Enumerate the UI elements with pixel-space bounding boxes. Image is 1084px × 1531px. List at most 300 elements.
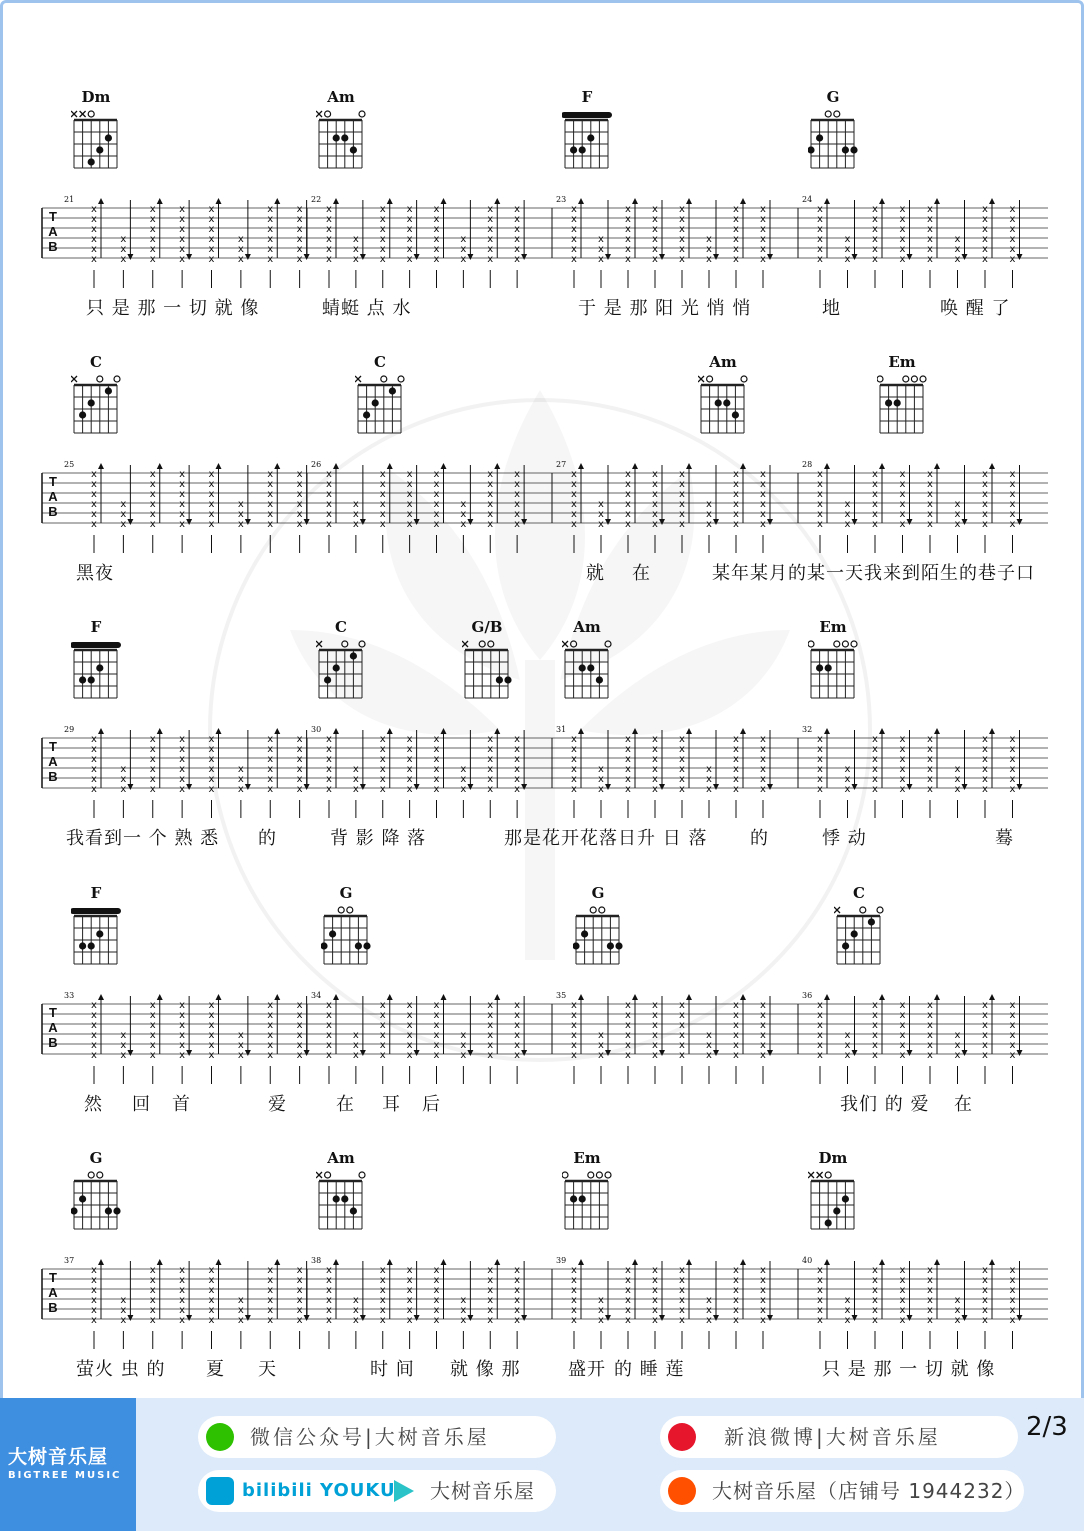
weibo-icon bbox=[668, 1423, 696, 1451]
svg-text:x: x bbox=[982, 1315, 988, 1326]
svg-text:x: x bbox=[179, 479, 186, 490]
svg-text:x: x bbox=[433, 469, 440, 480]
svg-text:x: x bbox=[844, 1295, 851, 1306]
svg-text:x: x bbox=[982, 754, 988, 765]
svg-text:x: x bbox=[982, 1275, 988, 1286]
taobao-link[interactable] bbox=[660, 1470, 1024, 1512]
svg-text:x: x bbox=[817, 1305, 823, 1316]
svg-text:x: x bbox=[844, 1040, 851, 1051]
svg-text:x: x bbox=[899, 519, 906, 530]
svg-text:x: x bbox=[679, 499, 685, 510]
svg-text:x: x bbox=[296, 254, 303, 265]
svg-text:x: x bbox=[679, 1030, 685, 1041]
svg-text:x: x bbox=[149, 1265, 156, 1276]
svg-text:x: x bbox=[149, 1050, 156, 1061]
svg-text:x: x bbox=[625, 1285, 631, 1296]
svg-text:A: A bbox=[48, 1285, 58, 1300]
svg-text:x: x bbox=[733, 204, 739, 215]
svg-text:x: x bbox=[149, 489, 156, 500]
svg-text:x: x bbox=[872, 1010, 878, 1021]
svg-text:x: x bbox=[433, 754, 440, 765]
svg-text:x: x bbox=[208, 244, 215, 255]
svg-text:x: x bbox=[760, 774, 766, 785]
svg-text:x: x bbox=[927, 234, 933, 245]
svg-text:x: x bbox=[460, 499, 467, 510]
svg-text:x: x bbox=[760, 519, 766, 530]
svg-text:x: x bbox=[1009, 784, 1016, 795]
svg-text:x: x bbox=[120, 254, 127, 265]
chord-name: Am bbox=[709, 353, 737, 371]
svg-text:x: x bbox=[179, 764, 186, 775]
svg-text:x: x bbox=[179, 1285, 186, 1296]
svg-text:x: x bbox=[379, 1305, 386, 1316]
svg-text:x: x bbox=[982, 1000, 988, 1011]
weibo-link[interactable] bbox=[660, 1416, 1018, 1458]
svg-text:x: x bbox=[433, 764, 440, 775]
svg-text:x: x bbox=[760, 1000, 766, 1011]
lyric-segment: 首 bbox=[172, 1094, 191, 1115]
svg-text:x: x bbox=[208, 509, 215, 520]
svg-text:x: x bbox=[326, 744, 332, 755]
svg-text:x: x bbox=[679, 224, 685, 235]
svg-text:x: x bbox=[571, 1040, 577, 1051]
svg-text:T: T bbox=[49, 1005, 57, 1020]
svg-text:x: x bbox=[514, 1000, 521, 1011]
svg-text:x: x bbox=[487, 489, 494, 500]
svg-text:x: x bbox=[267, 479, 274, 490]
svg-text:x: x bbox=[1009, 1020, 1016, 1031]
video-link[interactable] bbox=[198, 1470, 556, 1512]
svg-text:x: x bbox=[352, 499, 359, 510]
svg-text:x: x bbox=[571, 469, 577, 480]
svg-text:x: x bbox=[433, 509, 440, 520]
svg-text:x: x bbox=[296, 1010, 303, 1021]
svg-text:x: x bbox=[179, 1265, 186, 1276]
svg-text:x: x bbox=[872, 214, 878, 225]
svg-text:x: x bbox=[927, 244, 933, 255]
svg-text:x: x bbox=[267, 754, 274, 765]
chord-grid bbox=[71, 371, 121, 439]
tab-staff bbox=[0, 698, 1084, 818]
svg-text:x: x bbox=[872, 1295, 878, 1306]
svg-text:x: x bbox=[433, 1010, 440, 1021]
svg-text:x: x bbox=[927, 489, 933, 500]
svg-text:x: x bbox=[1009, 1030, 1016, 1041]
svg-text:x: x bbox=[237, 499, 244, 510]
svg-text:x: x bbox=[352, 1050, 359, 1061]
svg-text:x: x bbox=[598, 1040, 604, 1051]
svg-text:x: x bbox=[652, 1305, 658, 1316]
svg-text:x: x bbox=[625, 519, 631, 530]
lyric-segment: 地 bbox=[822, 298, 841, 319]
svg-text:34: 34 bbox=[311, 991, 322, 1000]
svg-text:x: x bbox=[487, 499, 494, 510]
svg-text:x: x bbox=[296, 499, 303, 510]
svg-text:x: x bbox=[817, 744, 823, 755]
svg-text:x: x bbox=[899, 254, 906, 265]
svg-text:x: x bbox=[208, 774, 215, 785]
svg-text:x: x bbox=[149, 734, 156, 745]
lyrics-line bbox=[40, 824, 1054, 848]
chord-diagram bbox=[457, 618, 517, 704]
lyrics-line bbox=[40, 559, 1054, 583]
svg-text:x: x bbox=[237, 244, 244, 255]
svg-text:x: x bbox=[927, 784, 933, 795]
svg-text:x: x bbox=[149, 234, 156, 245]
svg-text:x: x bbox=[267, 1040, 274, 1051]
svg-text:x: x bbox=[571, 1050, 577, 1061]
svg-text:A: A bbox=[48, 224, 58, 239]
svg-text:x: x bbox=[982, 519, 988, 530]
svg-text:x: x bbox=[817, 204, 823, 215]
svg-text:x: x bbox=[433, 1275, 440, 1286]
svg-text:x: x bbox=[208, 234, 215, 245]
svg-text:32: 32 bbox=[802, 725, 813, 734]
svg-text:x: x bbox=[760, 1315, 766, 1326]
svg-text:x: x bbox=[149, 1020, 156, 1031]
svg-text:x: x bbox=[514, 1295, 521, 1306]
svg-text:x: x bbox=[296, 1030, 303, 1041]
svg-text:x: x bbox=[352, 244, 359, 255]
svg-text:x: x bbox=[927, 774, 933, 785]
svg-text:x: x bbox=[326, 469, 332, 480]
svg-text:x: x bbox=[326, 499, 332, 510]
svg-text:x: x bbox=[817, 1030, 823, 1041]
svg-text:x: x bbox=[625, 254, 631, 265]
svg-text:x: x bbox=[1009, 489, 1016, 500]
svg-text:x: x bbox=[91, 1315, 97, 1326]
svg-text:x: x bbox=[406, 1275, 413, 1286]
svg-text:x: x bbox=[237, 254, 244, 265]
svg-text:x: x bbox=[352, 774, 359, 785]
svg-text:x: x bbox=[625, 469, 631, 480]
svg-text:A: A bbox=[48, 1020, 58, 1035]
svg-text:x: x bbox=[179, 519, 186, 530]
svg-text:30: 30 bbox=[311, 725, 322, 734]
svg-text:x: x bbox=[652, 469, 658, 480]
svg-text:x: x bbox=[433, 244, 440, 255]
svg-text:x: x bbox=[326, 1285, 332, 1296]
svg-text:x: x bbox=[733, 1000, 739, 1011]
svg-text:x: x bbox=[514, 774, 521, 785]
svg-text:x: x bbox=[433, 1020, 440, 1031]
svg-text:x: x bbox=[571, 1275, 577, 1286]
svg-text:x: x bbox=[208, 1315, 215, 1326]
svg-text:26: 26 bbox=[311, 460, 322, 469]
svg-text:x: x bbox=[487, 1050, 494, 1061]
svg-text:x: x bbox=[326, 1000, 332, 1011]
svg-text:x: x bbox=[91, 509, 97, 520]
svg-text:x: x bbox=[487, 214, 494, 225]
svg-text:x: x bbox=[406, 774, 413, 785]
svg-text:x: x bbox=[267, 1285, 274, 1296]
svg-text:x: x bbox=[91, 489, 97, 500]
svg-text:x: x bbox=[379, 1040, 386, 1051]
svg-text:x: x bbox=[760, 509, 766, 520]
svg-text:x: x bbox=[954, 1305, 961, 1316]
lyric-segment: 然 bbox=[84, 1094, 103, 1115]
svg-text:x: x bbox=[652, 499, 658, 510]
svg-text:x: x bbox=[733, 1010, 739, 1021]
svg-text:x: x bbox=[460, 1040, 467, 1051]
svg-text:x: x bbox=[872, 754, 878, 765]
svg-text:x: x bbox=[817, 734, 823, 745]
svg-text:x: x bbox=[120, 784, 127, 795]
svg-text:x: x bbox=[706, 244, 712, 255]
svg-text:x: x bbox=[1009, 509, 1016, 520]
svg-text:x: x bbox=[899, 1265, 906, 1276]
svg-text:x: x bbox=[571, 224, 577, 235]
svg-text:x: x bbox=[296, 214, 303, 225]
svg-text:x: x bbox=[625, 489, 631, 500]
svg-text:x: x bbox=[406, 1000, 413, 1011]
svg-text:x: x bbox=[208, 489, 215, 500]
svg-text:x: x bbox=[296, 1050, 303, 1061]
svg-text:x: x bbox=[406, 224, 413, 235]
svg-text:x: x bbox=[379, 784, 386, 795]
svg-text:x: x bbox=[514, 764, 521, 775]
video-logos: bilibili YOUKU bbox=[242, 1480, 396, 1501]
svg-text:x: x bbox=[460, 1315, 467, 1326]
tab-staff bbox=[0, 964, 1084, 1084]
chord-grid bbox=[321, 902, 371, 970]
svg-text:x: x bbox=[706, 1305, 712, 1316]
svg-text:x: x bbox=[267, 469, 274, 480]
svg-text:x: x bbox=[326, 1275, 332, 1286]
svg-text:x: x bbox=[379, 214, 386, 225]
svg-text:x: x bbox=[844, 499, 851, 510]
svg-text:x: x bbox=[625, 1295, 631, 1306]
svg-text:x: x bbox=[625, 754, 631, 765]
svg-text:x: x bbox=[208, 744, 215, 755]
svg-text:x: x bbox=[679, 1000, 685, 1011]
svg-text:x: x bbox=[817, 254, 823, 265]
svg-text:x: x bbox=[625, 224, 631, 235]
svg-text:x: x bbox=[598, 519, 604, 530]
svg-text:x: x bbox=[91, 254, 97, 265]
svg-text:x: x bbox=[433, 254, 440, 265]
chord-grid bbox=[698, 371, 748, 439]
svg-text:x: x bbox=[625, 1315, 631, 1326]
svg-text:x: x bbox=[652, 774, 658, 785]
svg-text:x: x bbox=[817, 754, 823, 765]
svg-text:x: x bbox=[352, 1305, 359, 1316]
svg-text:x: x bbox=[379, 1265, 386, 1276]
svg-text:x: x bbox=[149, 744, 156, 755]
svg-text:x: x bbox=[733, 764, 739, 775]
svg-text:x: x bbox=[899, 1010, 906, 1021]
svg-text:x: x bbox=[379, 1295, 386, 1306]
svg-text:x: x bbox=[817, 1020, 823, 1031]
chord-name: G bbox=[591, 884, 605, 902]
svg-text:x: x bbox=[237, 1315, 244, 1326]
svg-text:x: x bbox=[1009, 774, 1016, 785]
svg-text:x: x bbox=[149, 1275, 156, 1286]
svg-text:x: x bbox=[326, 214, 332, 225]
svg-text:x: x bbox=[1009, 1040, 1016, 1051]
svg-text:x: x bbox=[267, 1275, 274, 1286]
svg-text:x: x bbox=[598, 509, 604, 520]
chord-diagram bbox=[66, 884, 126, 970]
svg-text:x: x bbox=[760, 764, 766, 775]
svg-text:x: x bbox=[706, 1050, 712, 1061]
svg-text:x: x bbox=[927, 1285, 933, 1296]
svg-text:x: x bbox=[899, 214, 906, 225]
svg-text:x: x bbox=[954, 234, 961, 245]
svg-text:x: x bbox=[954, 1050, 961, 1061]
svg-text:x: x bbox=[267, 1295, 274, 1306]
svg-text:x: x bbox=[872, 224, 878, 235]
svg-text:x: x bbox=[208, 1010, 215, 1021]
svg-text:x: x bbox=[460, 509, 467, 520]
svg-text:x: x bbox=[379, 204, 386, 215]
svg-text:x: x bbox=[1009, 1305, 1016, 1316]
svg-text:x: x bbox=[326, 1305, 332, 1316]
svg-text:x: x bbox=[296, 1000, 303, 1011]
svg-text:x: x bbox=[899, 734, 906, 745]
svg-text:x: x bbox=[296, 1020, 303, 1031]
svg-text:x: x bbox=[733, 1285, 739, 1296]
svg-text:x: x bbox=[571, 254, 577, 265]
svg-text:x: x bbox=[927, 469, 933, 480]
chord-diagram bbox=[557, 1149, 617, 1235]
chord-diagram bbox=[311, 1149, 371, 1235]
svg-text:x: x bbox=[179, 1275, 186, 1286]
svg-text:x: x bbox=[433, 214, 440, 225]
svg-text:x: x bbox=[326, 1265, 332, 1276]
chord-diagram bbox=[311, 618, 371, 704]
svg-text:x: x bbox=[899, 224, 906, 235]
brand-en: BIGTREE MUSIC bbox=[8, 1470, 122, 1481]
svg-text:x: x bbox=[598, 1305, 604, 1316]
svg-text:x: x bbox=[652, 1010, 658, 1021]
chord-diagram bbox=[803, 618, 863, 704]
svg-text:x: x bbox=[237, 1040, 244, 1051]
svg-text:x: x bbox=[625, 1050, 631, 1061]
svg-text:x: x bbox=[326, 1315, 332, 1326]
svg-text:x: x bbox=[514, 1275, 521, 1286]
svg-text:x: x bbox=[179, 1040, 186, 1051]
svg-text:x: x bbox=[120, 1305, 127, 1316]
svg-text:x: x bbox=[571, 1000, 577, 1011]
svg-text:x: x bbox=[760, 734, 766, 745]
svg-text:x: x bbox=[982, 744, 988, 755]
svg-text:x: x bbox=[296, 1285, 303, 1296]
svg-text:x: x bbox=[872, 764, 878, 775]
svg-text:x: x bbox=[91, 224, 97, 235]
svg-text:x: x bbox=[733, 774, 739, 785]
svg-text:39: 39 bbox=[556, 1256, 567, 1265]
lyric-segment: 某年某月的某一天我来到陌生的巷子口 bbox=[712, 563, 1035, 584]
svg-text:x: x bbox=[598, 1030, 604, 1041]
svg-text:B: B bbox=[48, 769, 58, 784]
svg-text:x: x bbox=[208, 764, 215, 775]
svg-text:x: x bbox=[733, 244, 739, 255]
svg-text:x: x bbox=[326, 244, 332, 255]
svg-text:x: x bbox=[899, 754, 906, 765]
svg-text:x: x bbox=[679, 774, 685, 785]
svg-text:x: x bbox=[120, 519, 127, 530]
svg-text:B: B bbox=[48, 239, 58, 254]
svg-text:x: x bbox=[326, 784, 332, 795]
svg-text:22: 22 bbox=[311, 195, 322, 204]
svg-text:x: x bbox=[237, 1295, 244, 1306]
wechat-text: 微信公众号|大树音乐屋 bbox=[250, 1425, 490, 1449]
svg-text:x: x bbox=[652, 764, 658, 775]
svg-text:x: x bbox=[872, 1040, 878, 1051]
chord-name: F bbox=[90, 618, 102, 636]
svg-text:x: x bbox=[982, 244, 988, 255]
svg-text:x: x bbox=[179, 509, 186, 520]
svg-text:x: x bbox=[927, 1020, 933, 1031]
svg-text:x: x bbox=[733, 784, 739, 795]
svg-text:x: x bbox=[296, 234, 303, 245]
chord-grid bbox=[462, 636, 512, 704]
svg-text:x: x bbox=[237, 234, 244, 245]
svg-text:x: x bbox=[733, 734, 739, 745]
svg-text:x: x bbox=[760, 234, 766, 245]
svg-text:29: 29 bbox=[64, 725, 75, 734]
chord-diagram bbox=[803, 88, 863, 174]
svg-text:x: x bbox=[379, 499, 386, 510]
svg-text:x: x bbox=[487, 244, 494, 255]
video-text: 大树音乐屋 bbox=[430, 1479, 535, 1503]
svg-text:x: x bbox=[598, 1050, 604, 1061]
chord-name: F bbox=[581, 88, 593, 106]
svg-text:x: x bbox=[487, 1040, 494, 1051]
svg-text:x: x bbox=[899, 489, 906, 500]
lyric-segment: 时 间 bbox=[370, 1359, 415, 1380]
chord-name: G bbox=[89, 1149, 103, 1167]
svg-text:x: x bbox=[487, 784, 494, 795]
svg-text:x: x bbox=[625, 1275, 631, 1286]
svg-text:x: x bbox=[514, 1020, 521, 1031]
svg-text:x: x bbox=[267, 234, 274, 245]
svg-text:x: x bbox=[406, 499, 413, 510]
svg-text:x: x bbox=[514, 469, 521, 480]
svg-text:x: x bbox=[679, 519, 685, 530]
svg-text:x: x bbox=[927, 1050, 933, 1061]
svg-text:x: x bbox=[406, 234, 413, 245]
svg-text:x: x bbox=[120, 1040, 127, 1051]
svg-text:x: x bbox=[571, 244, 577, 255]
svg-text:x: x bbox=[406, 1265, 413, 1276]
chord-grid bbox=[808, 636, 858, 704]
svg-text:x: x bbox=[760, 784, 766, 795]
svg-text:x: x bbox=[1009, 1010, 1016, 1021]
svg-text:x: x bbox=[652, 214, 658, 225]
lyric-segment: 萤火 虫 的 bbox=[76, 1359, 166, 1380]
svg-text:x: x bbox=[982, 1295, 988, 1306]
svg-text:x: x bbox=[267, 509, 274, 520]
svg-text:x: x bbox=[899, 1315, 906, 1326]
svg-text:x: x bbox=[817, 499, 823, 510]
svg-text:x: x bbox=[433, 1000, 440, 1011]
svg-text:x: x bbox=[706, 1295, 712, 1306]
svg-text:x: x bbox=[679, 469, 685, 480]
lyric-segment: 的 睡 莲 bbox=[614, 1359, 685, 1380]
svg-text:x: x bbox=[1009, 224, 1016, 235]
svg-text:x: x bbox=[706, 499, 712, 510]
svg-text:x: x bbox=[760, 1275, 766, 1286]
svg-text:x: x bbox=[872, 1020, 878, 1031]
svg-text:x: x bbox=[706, 774, 712, 785]
chord-grid bbox=[71, 902, 121, 970]
lyric-segment: 就 像 那 bbox=[450, 1359, 521, 1380]
bilibili-icon bbox=[206, 1477, 234, 1505]
wechat-link[interactable] bbox=[198, 1416, 556, 1458]
svg-text:x: x bbox=[406, 1285, 413, 1296]
